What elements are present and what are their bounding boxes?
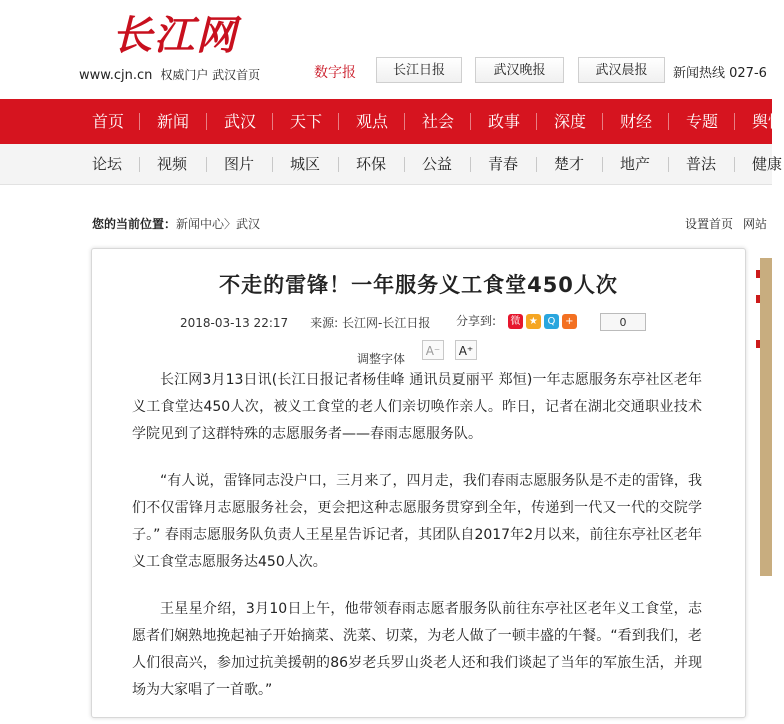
share-count: 0 xyxy=(600,313,646,331)
paper-button-wuhan-morning[interactable]: 武汉晨报 xyxy=(578,57,665,83)
site-logo[interactable]: 长江网 xyxy=(112,12,238,59)
breadcrumb-item-news-center[interactable]: 新闻中心 xyxy=(176,217,225,231)
breadcrumb-label: 您的当前位置： xyxy=(92,217,177,231)
article-paragraph: “有人说，雷锋同志没户口，三月来了，四月走，我们春雨志愿服务队是不走的雷锋，我们不仅雷锋月志愿服务社会，更会把这种志愿服务贯穿到全年，传递到一代又一代的交院学子。” 春雨志愿服务队负责人王星星告诉记者，其团队自2017年2月以来，前往东亭社区老年义工食堂志愿服务达450人次。 xyxy=(132,473,702,570)
breadcrumb-item-wuhan[interactable]: 武汉 xyxy=(236,217,261,231)
nav-divider xyxy=(668,113,669,130)
subnav-item-districts[interactable]: 城区 xyxy=(290,155,321,173)
font-decrease-button[interactable]: A⁻ xyxy=(422,340,444,360)
subnav-divider xyxy=(536,157,537,172)
nav-item-world[interactable]: 天下 xyxy=(290,112,323,131)
subnav-divider xyxy=(338,157,339,172)
article-date: 2018-03-13 22:17 xyxy=(180,316,289,330)
nav-divider xyxy=(139,113,140,130)
article-box xyxy=(91,248,746,718)
nav-divider xyxy=(734,113,735,130)
article-body xyxy=(132,367,702,724)
nav-item-sentiment[interactable]: 舆情 xyxy=(752,112,784,131)
site-header xyxy=(0,0,772,99)
subnav-item-realestate[interactable]: 地产 xyxy=(620,155,651,173)
nav-divider xyxy=(536,113,537,130)
subnav-divider xyxy=(470,157,471,172)
font-size-label: 调整字体 xyxy=(357,352,406,366)
site-link[interactable]: 网站 xyxy=(743,217,768,231)
subnav-divider xyxy=(734,157,735,172)
set-homepage-link[interactable]: 设置首页 xyxy=(685,217,734,231)
breadcrumb-separator: 〉 xyxy=(224,217,237,231)
subnav-divider xyxy=(206,157,207,172)
subnav-divider xyxy=(668,157,669,172)
nav-item-news[interactable]: 新闻 xyxy=(157,112,190,131)
font-increase-button[interactable]: A⁺ xyxy=(455,340,477,360)
weibo-icon[interactable]: 微 xyxy=(508,314,523,329)
article-paragraph: 王星星介绍，3月10日上午，他带领春雨志愿者服务队前往东亭社区老年义工食堂，志愿者们娴熟地挽起袖子开始摘菜、洗菜、切菜，为老人做了一顿丰盛的午餐。“看到我们，老人们很高兴，参加过抗美援朝的86岁老兵罗山炎老人还和我们谈起了当年的军旅生活，并现场为大家唱了一首歌。” xyxy=(132,601,702,698)
digital-paper-link[interactable]: 数字报 xyxy=(314,65,356,81)
subnav-item-health[interactable]: 健康 xyxy=(752,155,783,173)
nav-divider xyxy=(602,113,603,130)
nav-item-finance[interactable]: 财经 xyxy=(620,112,653,131)
nav-item-depth[interactable]: 深度 xyxy=(554,112,587,131)
subnav-divider xyxy=(139,157,140,172)
article-meta xyxy=(180,314,430,331)
nav-item-home[interactable]: 首页 xyxy=(92,112,125,131)
utility-links xyxy=(685,215,777,232)
subnav-divider xyxy=(602,157,603,172)
star-icon[interactable]: ★ xyxy=(526,314,541,329)
subnav-item-law[interactable]: 普法 xyxy=(686,155,717,173)
breadcrumb xyxy=(92,215,260,232)
site-url[interactable]: www.cjn.cn xyxy=(79,68,153,83)
nav-item-wuhan[interactable]: 武汉 xyxy=(224,112,257,131)
subnav-item-charity[interactable]: 公益 xyxy=(422,155,453,173)
sub-nav xyxy=(0,144,783,185)
subnav-divider xyxy=(404,157,405,172)
news-hotline: 新闻热线 027-6 xyxy=(673,66,767,81)
nav-divider xyxy=(272,113,273,130)
subnav-item-forum[interactable]: 论坛 xyxy=(92,155,123,173)
side-ad-image[interactable] xyxy=(760,258,772,576)
nav-divider xyxy=(206,113,207,130)
nav-item-opinion[interactable]: 观点 xyxy=(356,112,389,131)
nav-divider xyxy=(404,113,405,130)
site-subtitle[interactable]: 权威门户 武汉首页 xyxy=(160,68,261,82)
nav-item-politics[interactable]: 政事 xyxy=(488,112,521,131)
nav-divider xyxy=(470,113,471,130)
article-title: 不走的雷锋！一年服务义工食堂450人次 xyxy=(219,273,618,297)
article-source: 来源: 长江网-长江日报 xyxy=(310,316,431,330)
article-paragraph: 长江网3月13日讯(长江日报记者杨佳峰 通讯员夏丽平 郑恒)一年志愿服务东亭社区老年义工食堂达450人次，被义工食堂的老人们亲切唤作亲人。昨日，记者在湖北交通职业技术学院见到了这群特殊的志愿服务者——春雨志愿服务队。 xyxy=(132,372,702,442)
share-label: 分享到: xyxy=(456,314,497,328)
subnav-item-talent[interactable]: 楚才 xyxy=(554,155,585,173)
plus-icon[interactable]: + xyxy=(562,314,577,329)
nav-divider xyxy=(338,113,339,130)
main-nav xyxy=(0,99,784,144)
qzone-icon[interactable]: Q xyxy=(544,314,559,329)
subnav-item-video[interactable]: 视频 xyxy=(157,155,188,173)
paper-button-changjiang-daily[interactable]: 长江日报 xyxy=(376,57,462,83)
nav-item-special[interactable]: 专题 xyxy=(686,112,719,131)
subnav-item-youth[interactable]: 青春 xyxy=(488,155,519,173)
site-url-line xyxy=(79,66,260,83)
paper-button-wuhan-evening[interactable]: 武汉晚报 xyxy=(475,57,564,83)
share-bar xyxy=(456,312,577,329)
nav-item-society[interactable]: 社会 xyxy=(422,112,455,131)
subnav-item-environment[interactable]: 环保 xyxy=(356,155,387,173)
subnav-item-photos[interactable]: 图片 xyxy=(224,155,255,173)
subnav-divider xyxy=(272,157,273,172)
